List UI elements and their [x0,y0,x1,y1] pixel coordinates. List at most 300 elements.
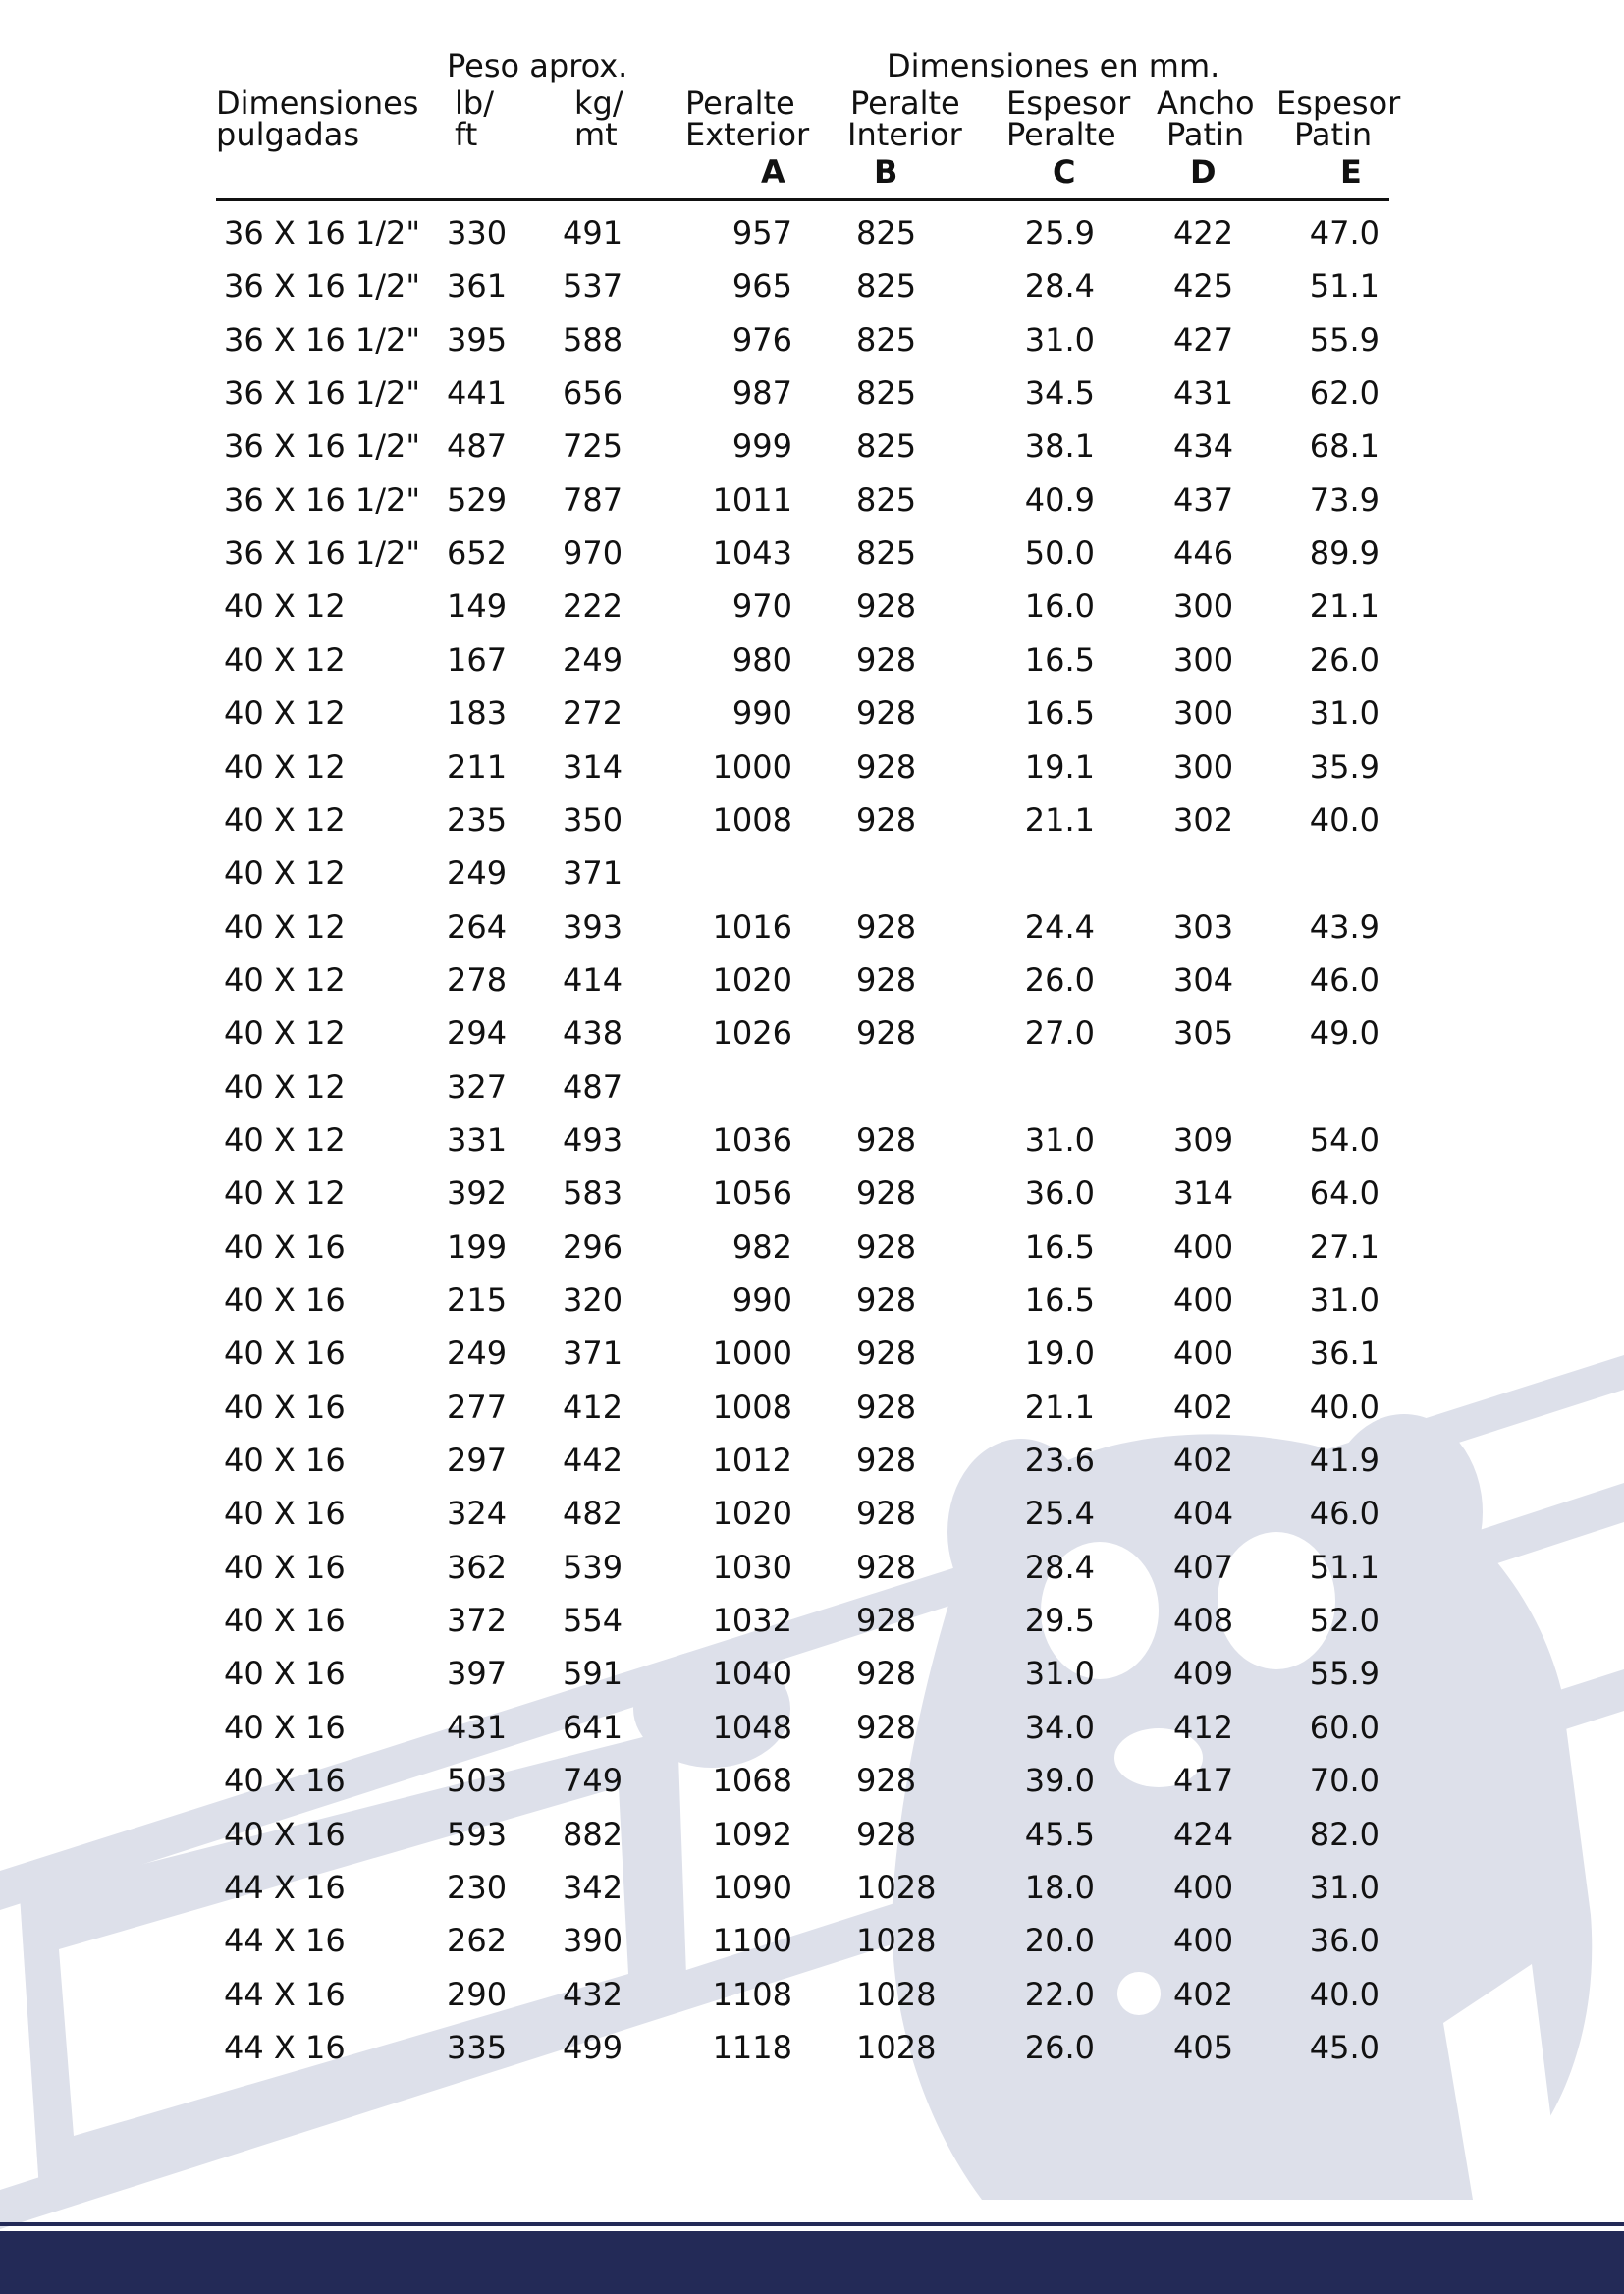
row-dimension: 36 X 16 1/2" [224,427,421,465]
row-kg-mt: 432 [563,1975,623,2013]
row-lb-ft: 235 [447,800,508,839]
row-peralte-exterior: 1090 [712,1868,792,1906]
table-row [0,1968,1624,2021]
row-peralte-interior: 928 [856,1815,917,1853]
row-peralte-exterior: 976 [731,320,792,358]
header-peralte-interior-2: Interior [847,116,962,153]
row-lb-ft: 330 [447,214,508,251]
row-peralte-interior: 1028 [856,2028,937,2066]
row-espesor-patin: 51.1 [1309,1548,1380,1586]
row-peralte-exterior: 990 [731,694,792,733]
table-row [0,1167,1624,1220]
table-row [0,473,1624,526]
row-dimension: 40 X 16 [224,1548,346,1586]
row-ancho-patin: 417 [1173,1762,1234,1800]
row-lb-ft: 503 [447,1762,508,1800]
header-mt: mt [574,116,618,153]
row-lb-ft: 372 [447,1602,508,1640]
row-lb-ft: 395 [447,320,508,358]
table-row [0,1221,1624,1274]
row-peralte-exterior: 1048 [712,1708,792,1746]
table-row [0,1274,1624,1327]
header-kg: kg/ [574,84,623,122]
header-rule [216,198,1389,201]
table-row [0,1861,1624,1914]
header-espesor-patin-2: Patin [1294,116,1373,153]
row-espesor-patin: 36.1 [1309,1335,1380,1373]
row-lb-ft: 211 [447,747,508,786]
row-peralte-exterior: 1100 [712,1922,792,1960]
row-espesor-peralte: 20.0 [1024,1922,1095,1960]
row-dimension: 40 X 16 [224,1708,346,1746]
header-dimensiones-line1: Dimensiones [216,84,419,122]
row-ancho-patin: 314 [1173,1174,1234,1213]
row-dimension: 40 X 12 [224,640,346,679]
row-peralte-interior: 928 [856,747,917,786]
row-peralte-exterior: 1040 [712,1655,792,1693]
row-kg-mt: 296 [563,1228,623,1266]
row-espesor-peralte: 16.0 [1024,587,1095,626]
row-dimension: 36 X 16 1/2" [224,374,421,412]
row-dimension: 40 X 16 [224,1282,346,1319]
table-row [0,901,1624,954]
row-espesor-peralte: 45.5 [1024,1815,1095,1853]
row-peralte-exterior: 1008 [712,800,792,839]
header-espesor-peralte-1: Espesor [1006,84,1131,122]
row-dimension: 40 X 12 [224,1174,346,1213]
header-peralte-exterior-1: Peralte [685,84,795,122]
table-row [0,1381,1624,1434]
row-espesor-peralte: 16.5 [1024,1228,1095,1266]
row-kg-mt: 393 [563,907,623,946]
row-ancho-patin: 304 [1173,960,1234,999]
row-espesor-patin: 36.0 [1309,1922,1380,1960]
row-espesor-patin: 68.1 [1309,427,1380,465]
row-espesor-patin: 27.1 [1309,1228,1380,1266]
row-kg-mt: 222 [563,587,623,626]
row-espesor-patin: 49.0 [1309,1014,1380,1053]
row-peralte-exterior: 980 [731,640,792,679]
header-letter-e: E [1340,153,1362,191]
table-row [0,1647,1624,1700]
row-dimension: 40 X 12 [224,907,346,946]
row-espesor-peralte: 34.0 [1024,1708,1095,1746]
row-espesor-patin: 47.0 [1309,214,1380,251]
row-ancho-patin: 400 [1173,1922,1234,1960]
row-espesor-peralte: 36.0 [1024,1174,1095,1213]
row-lb-ft: 230 [447,1868,508,1906]
row-lb-ft: 362 [447,1548,508,1586]
row-kg-mt: 656 [563,374,623,412]
row-espesor-patin: 46.0 [1309,960,1380,999]
row-ancho-patin: 302 [1173,800,1234,839]
row-ancho-patin: 300 [1173,640,1234,679]
row-lb-ft: 324 [447,1495,508,1533]
row-kg-mt: 499 [563,2028,623,2066]
row-kg-mt: 591 [563,1655,623,1693]
row-peralte-exterior: 987 [731,374,792,412]
row-kg-mt: 342 [563,1868,623,1906]
table-row [0,1541,1624,1594]
row-peralte-interior: 928 [856,1282,917,1319]
row-espesor-patin: 82.0 [1309,1815,1380,1853]
table-row [0,633,1624,686]
row-peralte-interior: 825 [856,374,917,412]
row-ancho-patin: 300 [1173,587,1234,626]
row-peralte-exterior: 957 [731,214,792,251]
table-row [0,1114,1624,1167]
row-lb-ft: 215 [447,1282,508,1319]
row-ancho-patin: 446 [1173,534,1234,573]
header-ancho-patin-1: Ancho [1157,84,1255,122]
row-peralte-interior: 928 [856,1602,917,1640]
row-lb-ft: 335 [447,2028,508,2066]
row-peralte-exterior: 1030 [712,1548,792,1586]
table-row [0,1914,1624,1967]
row-espesor-patin: 45.0 [1309,2028,1380,2066]
row-lb-ft: 487 [447,427,508,465]
row-kg-mt: 442 [563,1442,623,1480]
row-peralte-interior: 825 [856,267,917,305]
row-peralte-exterior: 1118 [712,2028,792,2066]
table-row [0,579,1624,632]
row-ancho-patin: 424 [1173,1815,1234,1853]
row-kg-mt: 390 [563,1922,623,1960]
row-espesor-patin: 40.0 [1309,800,1380,839]
table-row [0,1327,1624,1380]
row-peralte-interior: 928 [856,907,917,946]
row-kg-mt: 641 [563,1708,623,1746]
row-ancho-patin: 400 [1173,1228,1234,1266]
row-espesor-patin: 40.0 [1309,1388,1380,1426]
row-peralte-exterior: 1032 [712,1602,792,1640]
row-dimension: 40 X 16 [224,1655,346,1693]
table-row [0,1434,1624,1487]
row-dimension: 40 X 12 [224,694,346,733]
row-kg-mt: 970 [563,534,623,573]
row-kg-mt: 749 [563,1762,623,1800]
row-espesor-peralte: 16.5 [1024,1282,1095,1319]
row-espesor-peralte: 34.5 [1024,374,1095,412]
row-kg-mt: 438 [563,1014,623,1053]
table-row [0,686,1624,739]
row-peralte-interior: 928 [856,800,917,839]
row-dimension: 40 X 12 [224,747,346,786]
row-lb-ft: 249 [447,1335,508,1373]
row-dimension: 40 X 12 [224,960,346,999]
header-espesor-peralte-2: Peralte [1006,116,1116,153]
table-row [0,1594,1624,1647]
row-peralte-interior: 928 [856,1120,917,1159]
row-dimension: 40 X 12 [224,1014,346,1053]
row-ancho-patin: 309 [1173,1120,1234,1159]
row-peralte-interior: 1028 [856,1922,937,1960]
row-ancho-patin: 409 [1173,1655,1234,1693]
row-kg-mt: 314 [563,747,623,786]
row-espesor-patin: 60.0 [1309,1708,1380,1746]
row-ancho-patin: 400 [1173,1282,1234,1319]
row-dimension: 40 X 16 [224,1495,346,1533]
row-peralte-exterior: 1108 [712,1975,792,2013]
row-kg-mt: 371 [563,1335,623,1373]
row-lb-ft: 149 [447,587,508,626]
row-peralte-interior: 928 [856,960,917,999]
row-peralte-interior: 928 [856,1655,917,1693]
row-peralte-exterior: 970 [731,587,792,626]
row-dimension: 44 X 16 [224,1922,346,1960]
row-peralte-exterior: 1012 [712,1442,792,1480]
row-ancho-patin: 407 [1173,1548,1234,1586]
row-dimension: 40 X 12 [224,587,346,626]
row-lb-ft: 361 [447,267,508,305]
row-dimension: 36 X 16 1/2" [224,534,421,573]
row-ancho-patin: 425 [1173,267,1234,305]
row-ancho-patin: 305 [1173,1014,1234,1053]
row-ancho-patin: 400 [1173,1868,1234,1906]
row-peralte-exterior: 1000 [712,747,792,786]
header-letter-c: C [1053,153,1076,191]
row-peralte-interior: 1028 [856,1868,937,1906]
table-row [0,793,1624,847]
row-kg-mt: 371 [563,854,623,893]
row-peralte-interior: 928 [856,1388,917,1426]
row-peralte-exterior: 990 [731,1282,792,1319]
table-row [0,2021,1624,2074]
row-espesor-peralte: 50.0 [1024,534,1095,573]
row-ancho-patin: 402 [1173,1975,1234,2013]
row-peralte-exterior: 1068 [712,1762,792,1800]
row-lb-ft: 167 [447,640,508,679]
row-dimension: 44 X 16 [224,1975,346,2013]
row-ancho-patin: 404 [1173,1495,1234,1533]
row-peralte-interior: 928 [856,1548,917,1586]
row-espesor-peralte: 19.0 [1024,1335,1095,1373]
row-dimension: 44 X 16 [224,2028,346,2066]
table-row [0,1808,1624,1861]
row-lb-ft: 264 [447,907,508,946]
row-espesor-patin: 89.9 [1309,534,1380,573]
row-espesor-peralte: 38.1 [1024,427,1095,465]
table-row [0,847,1624,900]
row-peralte-exterior: 1036 [712,1120,792,1159]
row-dimension: 36 X 16 1/2" [224,320,421,358]
row-lb-ft: 441 [447,374,508,412]
row-kg-mt: 487 [563,1067,623,1106]
row-espesor-peralte: 26.0 [1024,960,1095,999]
row-espesor-peralte: 39.0 [1024,1762,1095,1800]
row-lb-ft: 290 [447,1975,508,2013]
row-kg-mt: 414 [563,960,623,999]
header-peso-aprox: Peso aprox. [447,47,628,84]
row-espesor-peralte: 25.9 [1024,214,1095,251]
row-espesor-peralte: 21.1 [1024,800,1095,839]
row-peralte-interior: 928 [856,640,917,679]
table-row [0,419,1624,472]
row-peralte-interior: 825 [856,427,917,465]
table-row [0,954,1624,1007]
row-ancho-patin: 303 [1173,907,1234,946]
row-kg-mt: 482 [563,1495,623,1533]
header-peralte-exterior-2: Exterior [685,116,810,153]
row-lb-ft: 278 [447,960,508,999]
row-kg-mt: 554 [563,1602,623,1640]
row-espesor-patin: 31.0 [1309,1282,1380,1319]
row-ancho-patin: 422 [1173,214,1234,251]
row-kg-mt: 272 [563,694,623,733]
row-kg-mt: 493 [563,1120,623,1159]
row-peralte-exterior: 1020 [712,1495,792,1533]
row-espesor-peralte: 22.0 [1024,1975,1095,2013]
row-kg-mt: 588 [563,320,623,358]
row-ancho-patin: 412 [1173,1708,1234,1746]
header-peralte-interior-1: Peralte [850,84,960,122]
table-row [0,206,1624,259]
row-espesor-peralte: 16.5 [1024,694,1095,733]
row-lb-ft: 392 [447,1174,508,1213]
row-espesor-peralte: 28.4 [1024,1548,1095,1586]
row-lb-ft: 297 [447,1442,508,1480]
row-espesor-peralte: 24.4 [1024,907,1095,946]
row-ancho-patin: 431 [1173,374,1234,412]
header-ancho-patin-2: Patin [1166,116,1245,153]
row-ancho-patin: 300 [1173,694,1234,733]
row-dimension: 44 X 16 [224,1868,346,1906]
row-kg-mt: 249 [563,640,623,679]
row-ancho-patin: 405 [1173,2028,1234,2066]
row-dimension: 40 X 16 [224,1335,346,1373]
row-ancho-patin: 437 [1173,480,1234,519]
row-lb-ft: 199 [447,1228,508,1266]
row-kg-mt: 537 [563,267,623,305]
row-peralte-interior: 825 [856,214,917,251]
row-espesor-peralte: 25.4 [1024,1495,1095,1533]
table-row [0,526,1624,579]
row-kg-mt: 350 [563,800,623,839]
row-peralte-interior: 928 [856,1174,917,1213]
row-espesor-patin: 55.9 [1309,320,1380,358]
row-espesor-peralte: 27.0 [1024,1014,1095,1053]
row-espesor-peralte: 16.5 [1024,640,1095,679]
row-espesor-patin: 51.1 [1309,267,1380,305]
table-row [0,1061,1624,1114]
row-peralte-exterior: 1008 [712,1388,792,1426]
row-espesor-peralte: 40.9 [1024,480,1095,519]
row-peralte-interior: 1028 [856,1975,937,2013]
row-ancho-patin: 402 [1173,1442,1234,1480]
table-row [0,1487,1624,1540]
row-espesor-patin: 43.9 [1309,907,1380,946]
header-ft: ft [455,116,478,153]
row-lb-ft: 249 [447,854,508,893]
row-peralte-interior: 928 [856,1442,917,1480]
row-kg-mt: 320 [563,1282,623,1319]
row-peralte-exterior: 999 [731,427,792,465]
header-dimensiones-line2: pulgadas [216,116,359,153]
row-espesor-patin: 26.0 [1309,640,1380,679]
row-lb-ft: 294 [447,1014,508,1053]
row-ancho-patin: 400 [1173,1335,1234,1373]
row-dimension: 40 X 16 [224,1762,346,1800]
row-espesor-patin: 52.0 [1309,1602,1380,1640]
row-kg-mt: 787 [563,480,623,519]
table-row [0,259,1624,312]
header-dimensiones-mm: Dimensiones en mm. [887,47,1220,84]
row-peralte-interior: 825 [856,480,917,519]
row-peralte-interior: 928 [856,1762,917,1800]
row-peralte-exterior: 1020 [712,960,792,999]
table-row [0,366,1624,419]
row-peralte-interior: 825 [856,320,917,358]
row-espesor-peralte: 19.1 [1024,747,1095,786]
row-dimension: 36 X 16 1/2" [224,267,421,305]
row-peralte-exterior: 1043 [712,534,792,573]
row-ancho-patin: 300 [1173,747,1234,786]
row-dimension: 36 X 16 1/2" [224,214,421,251]
row-dimension: 40 X 12 [224,854,346,893]
row-espesor-patin: 70.0 [1309,1762,1380,1800]
row-espesor-peralte: 23.6 [1024,1442,1095,1480]
row-peralte-exterior: 1016 [712,907,792,946]
row-peralte-exterior: 1056 [712,1174,792,1213]
row-ancho-patin: 427 [1173,320,1234,358]
row-espesor-patin: 31.0 [1309,694,1380,733]
row-dimension: 40 X 16 [224,1388,346,1426]
row-lb-ft: 593 [447,1815,508,1853]
row-dimension: 40 X 12 [224,800,346,839]
row-lb-ft: 431 [447,1708,508,1746]
row-peralte-interior: 928 [856,1228,917,1266]
row-espesor-patin: 55.9 [1309,1655,1380,1693]
row-espesor-peralte: 26.0 [1024,2028,1095,2066]
row-kg-mt: 725 [563,427,623,465]
row-dimension: 40 X 12 [224,1120,346,1159]
header-lb: lb/ [455,84,494,122]
header-letter-b: B [874,153,898,191]
row-peralte-interior: 928 [856,1014,917,1053]
row-kg-mt: 412 [563,1388,623,1426]
row-peralte-exterior: 982 [731,1228,792,1266]
row-espesor-patin: 21.1 [1309,587,1380,626]
row-espesor-peralte: 18.0 [1024,1868,1095,1906]
row-ancho-patin: 402 [1173,1388,1234,1426]
row-dimension: 36 X 16 1/2" [224,480,421,519]
header-letter-d: D [1190,153,1217,191]
table-row [0,1701,1624,1754]
row-lb-ft: 327 [447,1067,508,1106]
row-dimension: 40 X 16 [224,1602,346,1640]
row-espesor-peralte: 31.0 [1024,1655,1095,1693]
row-peralte-interior: 928 [856,1495,917,1533]
row-lb-ft: 529 [447,480,508,519]
row-peralte-interior: 928 [856,694,917,733]
row-lb-ft: 331 [447,1120,508,1159]
row-kg-mt: 583 [563,1174,623,1213]
row-peralte-exterior: 965 [731,267,792,305]
row-peralte-interior: 928 [856,587,917,626]
table-row [0,740,1624,793]
row-espesor-patin: 64.0 [1309,1174,1380,1213]
row-lb-ft: 183 [447,694,508,733]
row-kg-mt: 539 [563,1548,623,1586]
row-espesor-peralte: 21.1 [1024,1388,1095,1426]
row-peralte-exterior: 1011 [712,480,792,519]
row-peralte-interior: 928 [856,1708,917,1746]
row-espesor-patin: 35.9 [1309,747,1380,786]
row-espesor-patin: 62.0 [1309,374,1380,412]
row-lb-ft: 652 [447,534,508,573]
row-espesor-patin: 40.0 [1309,1975,1380,2013]
row-espesor-patin: 41.9 [1309,1442,1380,1480]
